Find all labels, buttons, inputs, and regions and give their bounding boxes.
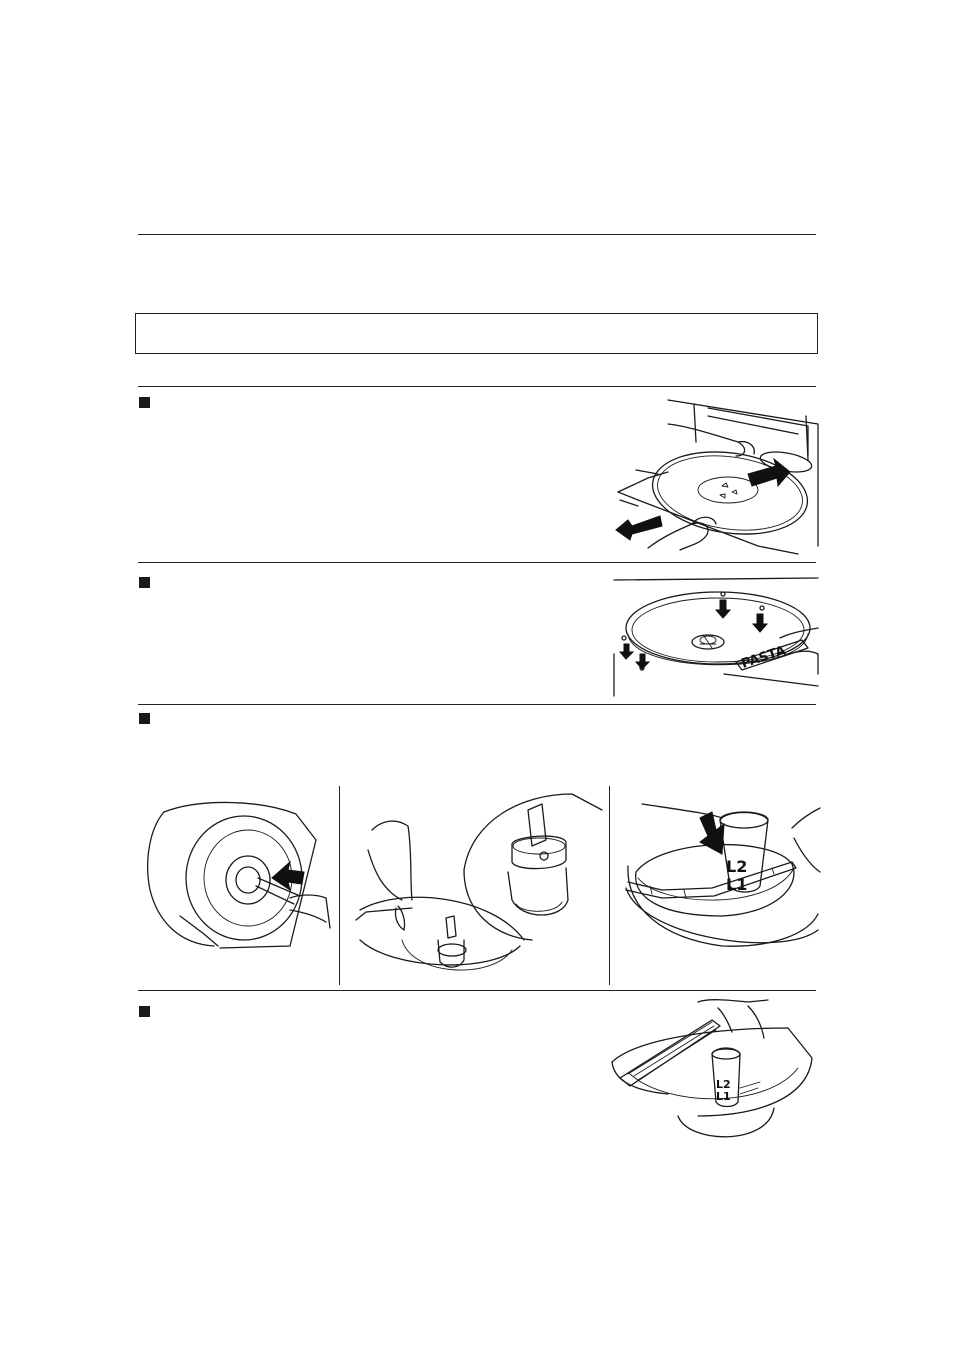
arrow-down-icon [620,644,633,659]
figure-divider-2 [609,786,610,985]
cup-label-top: L2 [726,857,748,876]
cup-label-bottom: L1 [716,1090,731,1103]
cup-label-top: L2 [716,1078,731,1091]
plate-label: PASTA [739,643,788,672]
figure-remove-plate [608,396,820,556]
arrow-down-icon [716,600,730,618]
figure-shaft-inset [352,790,602,986]
figure-drum-shaft [140,798,332,956]
figure-bowl-lid [608,998,816,1148]
figure-cup-bowl [622,798,820,958]
arrow-right-icon [748,459,790,486]
arrow-down-icon [753,614,767,632]
notice-box [135,313,818,354]
section-divider-2 [138,562,816,563]
arrow-down-icon [636,654,649,669]
cup-label-bottom: L1 [726,875,748,894]
arrow-left-icon [616,516,662,540]
step-3-marker-icon [139,713,150,724]
section-divider-3 [138,704,816,705]
section-divider-4 [138,990,816,991]
figure-divider-1 [339,786,340,985]
step-2-marker-icon [139,577,150,588]
step-4-marker-icon [139,1006,150,1017]
header-rule [138,234,816,235]
section-divider-1 [138,386,816,387]
figure-pasta-plate [612,574,820,702]
step-1-marker-icon [139,397,150,408]
